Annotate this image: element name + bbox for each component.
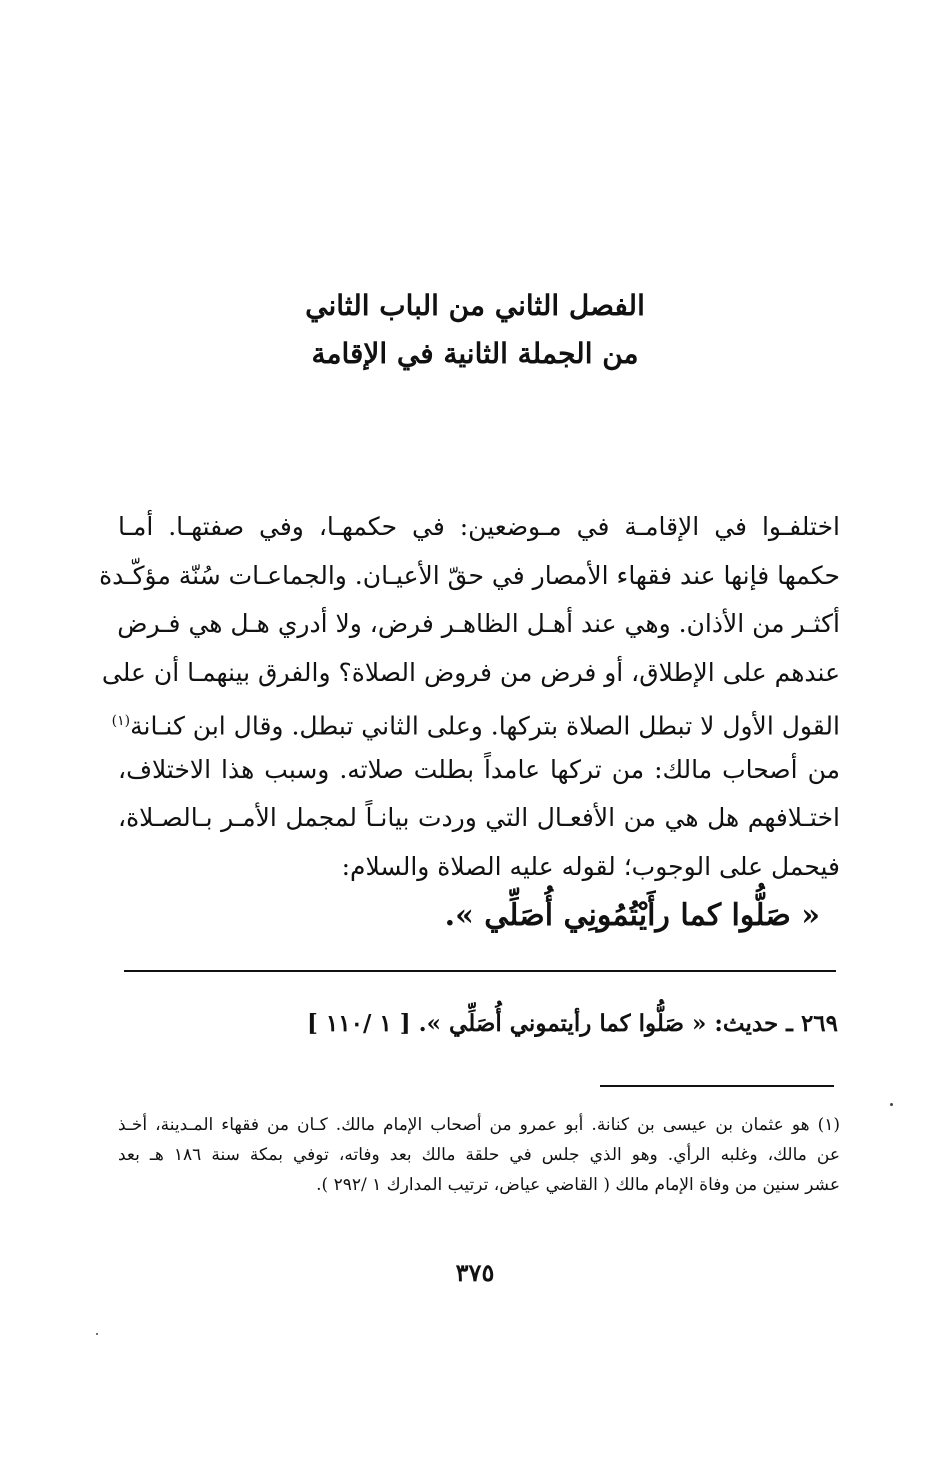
- body-line-4: عندهم على الإطلاق، أو فرض من فروض الصلاة؟ والفرق بينهمـا أن على: [101, 657, 840, 687]
- body-line-3: أكثـر من الأذان. وهي عند أهـل الظاهـر فرض، ولا أدري هـل هي فـرض: [117, 609, 840, 638]
- footnote-line-3: عشر سنين من وفاة الإمام مالك ( القاضي عياض، ترتيب المدارك ١ /٢٩٢ ).: [316, 1175, 840, 1195]
- hadith-quote: « صَلُّوا كما رأَيْتُمُونِي أُصَلِّي ».: [444, 898, 820, 933]
- text-divider: [124, 970, 836, 972]
- chapter-heading-line-2: من الجملة الثانية في الإقامة: [311, 337, 639, 370]
- hadith-reference: ٢٦٩ ـ حديث: « صَلُّوا كما رأيتموني أُصَلِّي ». [ ١ /١١٠ ]: [307, 1010, 838, 1037]
- body-line-5-text: القول الأول لا تبطل الصلاة بتركها. وعلى الثاني تبطل. وقال ابن كنـانة: [130, 711, 840, 741]
- body-line-2: حكمها فإنها عند فقهاء الأمصار في حقّ الأعيـان. والجماعـات سُنّة مؤكّـدة: [99, 560, 840, 590]
- body-paragraph: [99, 503, 840, 891]
- body-line-7: اختـلافهم هل هي من الأفعـال التي وردت بيانـاً لمجمل الأمـر بـالصـلاة،: [118, 803, 840, 832]
- chapter-heading-line-1: الفصل الثاني من الباب الثاني: [305, 289, 645, 322]
- body-line-8: فيحمل على الوجوب؛ لقوله عليه الصلاة والسلام:: [341, 851, 840, 881]
- footnote-line-1: (١) هو عثمان بن عيسى بن كنانة. أبو عمرو من أصحاب الإمام مالك. كـان من فقهاء المـدينة، أخـذ: [118, 1115, 840, 1135]
- footnote-marker: (١): [111, 713, 131, 729]
- scan-speck: [96, 1333, 98, 1335]
- chapter-heading: [120, 282, 830, 378]
- body-line-1: اختلفـوا في الإقامـة في مـوضعين: في حكمهـا، وفي صفتهـا. أمـا: [118, 512, 840, 541]
- footnote-line-2: عن مالك، وغلبه الرأي. وهو الذي جلس في حلقة مالك بعد وفاته، توفي بمكة سنة ١٨٦ هـ بعد: [118, 1145, 841, 1165]
- footnote-divider: [600, 1085, 834, 1087]
- body-line-6: من أصحاب مالك: من تركها عامداً بطلت صلاته. وسبب هذا الاختلاف،: [118, 754, 840, 784]
- footnote: [118, 1110, 840, 1200]
- scan-speck: [890, 1103, 893, 1106]
- page-number: ٣٧٥: [455, 1258, 495, 1287]
- body-line-5: [111, 697, 840, 746]
